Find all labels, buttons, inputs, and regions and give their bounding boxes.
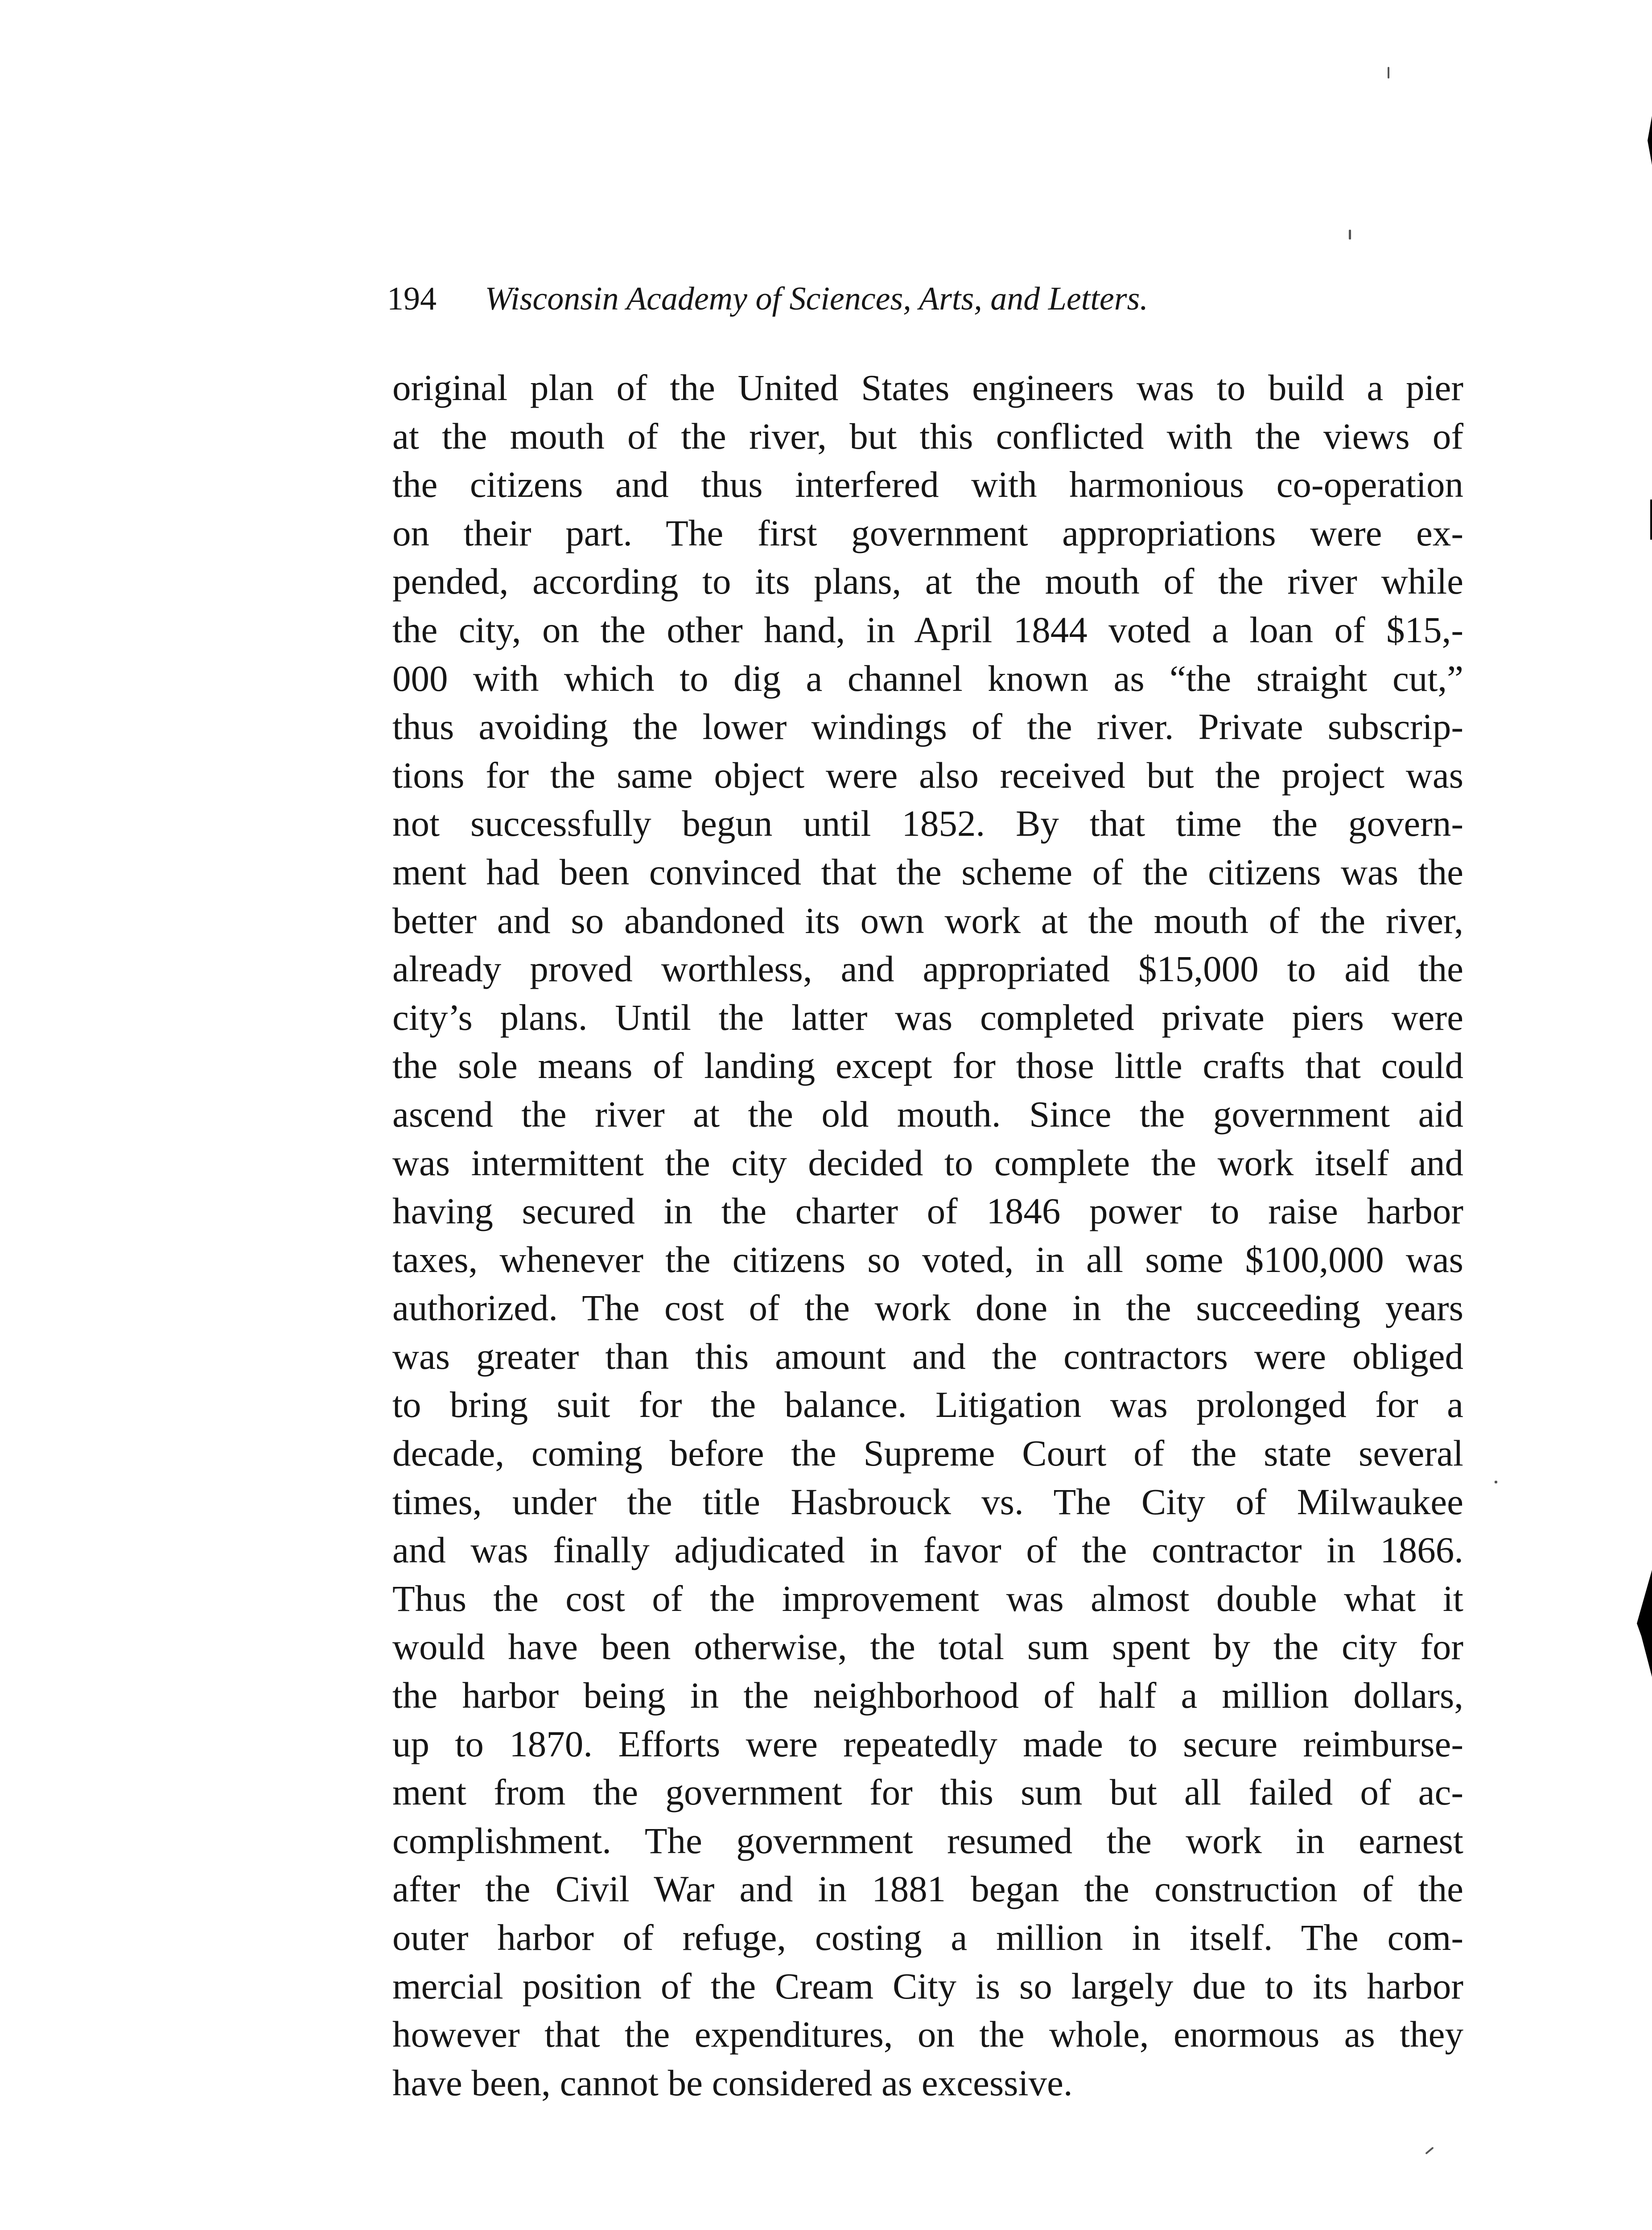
text-line: already proved worthless, and appropriated $15,000 to aid the: [392, 948, 1463, 990]
text-line: better and so abandoned its own work at the mouth of the river,: [392, 900, 1463, 941]
text-line: taxes, whenever the citizens so voted, in all some $100,000 was: [392, 1239, 1463, 1280]
text-line: pended, according to its plans, at the mouth of the river while: [392, 561, 1463, 602]
scan-edge-mark: [1637, 1570, 1652, 1677]
text-line: authorized. The cost of the work done in the succeeding years: [392, 1287, 1463, 1329]
scan-edge-mark: [1650, 500, 1652, 540]
text-line: up to 1870. Efforts were repeatedly made to secure reimburse-: [392, 1723, 1463, 1764]
text-line: Thus the cost of the improvement was almost double what it: [392, 1578, 1463, 1619]
running-head: [387, 274, 1346, 323]
text-line: however that the expenditures, on the whole, enormous as they: [392, 2014, 1463, 2055]
text-line: the citizens and thus interfered with harmonious co-operation: [392, 464, 1463, 505]
text-line: thus avoiding the lower windings of the river. Private subscrip-: [392, 706, 1463, 747]
page-number: 194: [387, 281, 437, 317]
scan-speck: [1349, 230, 1351, 240]
text-line: ascend the river at the old mouth. Since the government aid: [392, 1093, 1463, 1135]
text-line: not successfully begun until 1852. By that time the govern-: [392, 803, 1463, 844]
scan-edge-mark: [1648, 116, 1652, 165]
text-line: ment from the government for this sum but all failed of ac-: [392, 1772, 1463, 1813]
text-line: ment had been convinced that the scheme of the citizens was the: [392, 851, 1463, 892]
body-paragraph: [392, 363, 1463, 2107]
text-line: would have been otherwise, the total sum spent by the city for: [392, 1626, 1463, 1668]
text-line: was greater than this amount and the contractors were obliged: [392, 1335, 1463, 1377]
text-line: to bring suit for the balance. Litigation was prolonged for a: [392, 1384, 1463, 1425]
text-line: tions for the same object were also received but the project was: [392, 754, 1463, 796]
scan-speck: [1388, 67, 1389, 78]
text-line: mercial position of the Cream City is so largely due to its harbor: [392, 1965, 1463, 2007]
text-line: city’s plans. Until the latter was completed private piers were: [392, 996, 1463, 1038]
text-line: the city, on the other hand, in April 1844 voted a loan of $15,-: [392, 609, 1463, 650]
text-line: the sole means of landing except for those little crafts that could: [392, 1045, 1463, 1086]
text-line: having secured in the charter of 1846 power to raise harbor: [392, 1190, 1463, 1232]
text-line: complishment. The government resumed the work in earnest: [392, 1820, 1463, 1861]
text-line: was intermittent the city decided to complete the work itself and: [392, 1142, 1463, 1183]
text-line: outer harbor of refuge, costing a million in itself. The com-: [392, 1917, 1463, 1958]
text-line: at the mouth of the river, but this conflicted with the views of: [392, 415, 1463, 457]
text-line: original plan of the United States engineers was to build a pier: [392, 367, 1463, 408]
text-line: after the Civil War and in 1881 began the construction of the: [392, 1868, 1463, 1910]
text-line: the harbor being in the neighborhood of half a million dollars,: [392, 1675, 1463, 1716]
scan-speck: [1495, 1481, 1497, 1483]
text-line: have been, cannot be considered as excessive.: [392, 2062, 1073, 2103]
text-line: times, under the title Hasbrouck vs. The City of Milwaukee: [392, 1481, 1463, 1522]
journal-title: Wisconsin Academy of Sciences, Arts, and Letters.: [485, 281, 1148, 317]
text-line: on their part. The first government appropriations were ex-: [392, 512, 1463, 553]
text-line: decade, coming before the Supreme Court of the state several: [392, 1433, 1463, 1474]
text-line: and was finally adjudicated in favor of the contractor in 1866.: [392, 1529, 1463, 1571]
text-line: 000 with which to dig a channel known as “the straight cut,”: [392, 657, 1463, 699]
scan-speck: [1425, 2147, 1434, 2154]
